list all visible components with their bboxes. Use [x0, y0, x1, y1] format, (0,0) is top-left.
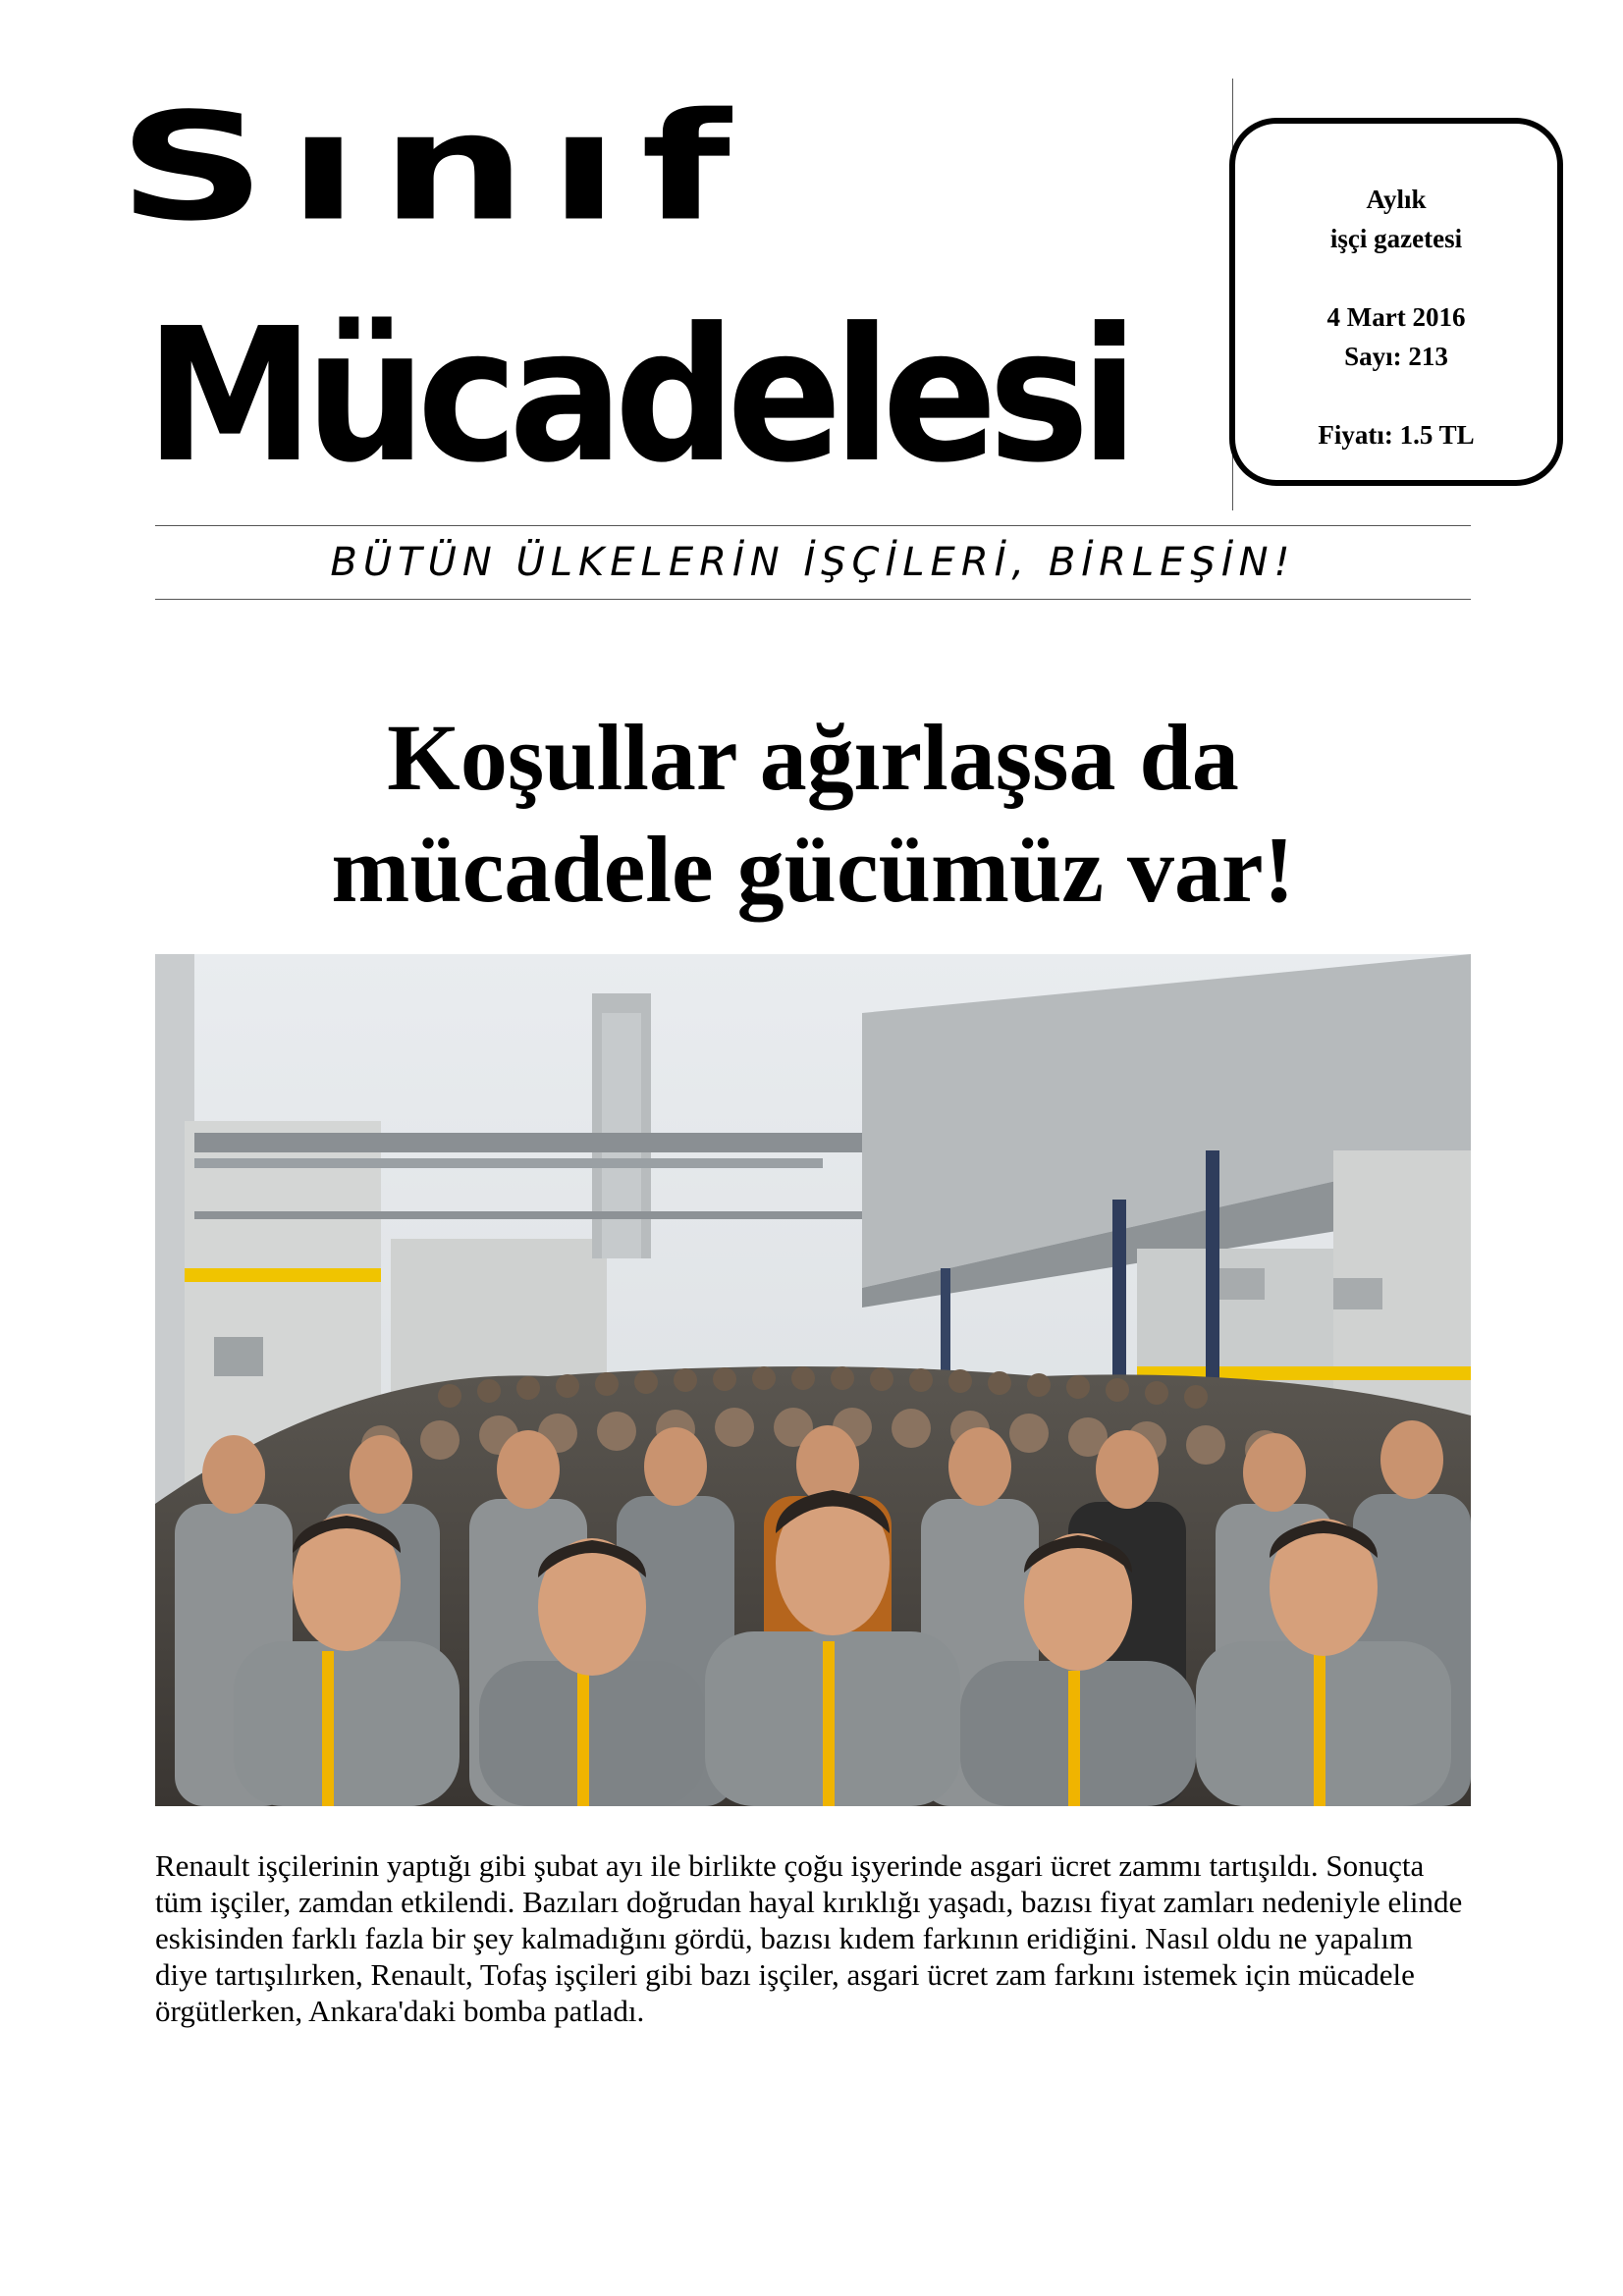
issue-date: 4 Mart 2016: [1326, 302, 1466, 332]
newspaper-title-line1: Sınıf: [118, 80, 753, 254]
masthead: [118, 80, 1237, 525]
headline-line2: mücadele gücümüz var!: [331, 817, 1295, 922]
newspaper-title-line2: Mücadelesi: [145, 289, 1130, 504]
headline-line1: Koşullar ağırlaşsa da: [387, 705, 1239, 810]
issue-type: işçi gazetesi: [1329, 224, 1463, 253]
issue-price: Fiyatı: 1.5 TL: [1318, 420, 1475, 450]
article-body: Renault işçilerinin yaptığı gibi şubat ayı ile birlikte çoğu işyerinde asgari ücret zammı tartışıldı. Sonuçta tüm işçiler, zamdan etkilendi. Bazıları doğrudan hayal kırıklığı yaşadı, bazısı fiyat zamları nedeniyle elinde eskisinden farklı fazla bir şey kalmadığını gördü, bazısı kıdem farkının eridiğini. Nasıl oldu ne yapalım diye tartışılırken, Renault, Tofaş işçileri gibi bazı işçiler, asgari ücret zam farkını istemek için mücadele örgütlerken, Ankara'daki bomba patladı.: [155, 1848, 1463, 2028]
slogan-top-rule: [155, 525, 1471, 526]
issue-number: Sayı: 213: [1344, 342, 1448, 371]
issue-info-box: [1229, 118, 1563, 486]
workers-crowd-photo: [155, 954, 1471, 1806]
slogan-bottom-rule: [155, 599, 1471, 600]
headline: [155, 702, 1471, 926]
issue-frequency: Aylık: [1366, 185, 1427, 214]
slogan: BÜTÜN ÜLKELERİN İŞÇİLERİ, BİRLEŞİN!: [330, 540, 1296, 585]
